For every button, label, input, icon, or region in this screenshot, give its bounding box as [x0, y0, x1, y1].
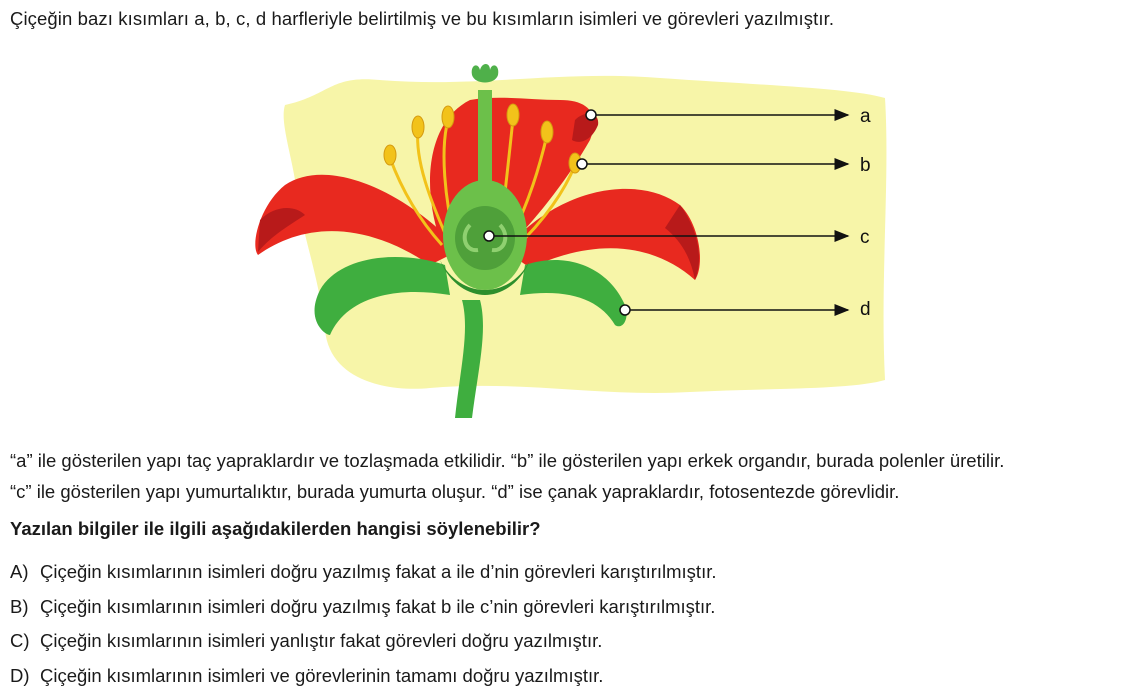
flower-figure — [0, 55, 1145, 425]
option-c-text: Çiçeğin kısımlarının isimleri yanlıştır fakat görevleri doğru yazılmıştır. — [40, 630, 603, 651]
intro-text: Çiçeğin bazı kısımları a, b, c, d harfleriyle belirtilmiş ve bu kısımların isimleri ve görevleri yazılmıştır. — [10, 8, 835, 29]
option-c[interactable] — [10, 628, 717, 663]
option-b-letter: B) — [10, 595, 29, 617]
option-d[interactable] — [10, 663, 717, 698]
label-d: d — [860, 299, 871, 320]
option-b-text: Çiçeğin kısımlarının isimleri doğru yazılmış fakat b ile c’nin görevleri karıştırılmıştır. — [40, 595, 716, 617]
label-a: a — [860, 106, 871, 127]
option-c-letter: C) — [10, 630, 30, 651]
option-d-text: Çiçeğin kısımlarının isimleri ve görevlerinin tamamı doğru yazılmıştır. — [40, 664, 604, 686]
label-c: c — [860, 227, 870, 248]
option-a-letter: A) — [10, 561, 29, 582]
option-a-text: Çiçeğin kısımlarının isimleri doğru yazılmış fakat a ile d’nin görevleri karıştırılmıştır. — [40, 561, 717, 582]
question-text: Yazılan bilgiler ile ilgili aşağıdakilerden hangisi söylenebilir? — [10, 518, 541, 539]
option-d-letter: D) — [10, 664, 30, 686]
label-b: b — [860, 155, 871, 176]
info-line-2: “c” ile gösterilen yapı yumurtalıktır, burada yumurta oluşur. “d” ise çanak yapraklardır, fotosentezde görevlidir. — [10, 481, 900, 502]
info-paragraph — [10, 445, 1004, 507]
answer-options — [10, 559, 717, 697]
info-line-1: “a” ile gösterilen yapı taç yapraklardır ve tozlaşmada etkilidir. “b” ile gösterilen yapı erkek organdır, burada polenler üretilir. — [10, 450, 1005, 471]
option-a[interactable] — [10, 559, 717, 594]
option-b[interactable] — [10, 594, 717, 629]
